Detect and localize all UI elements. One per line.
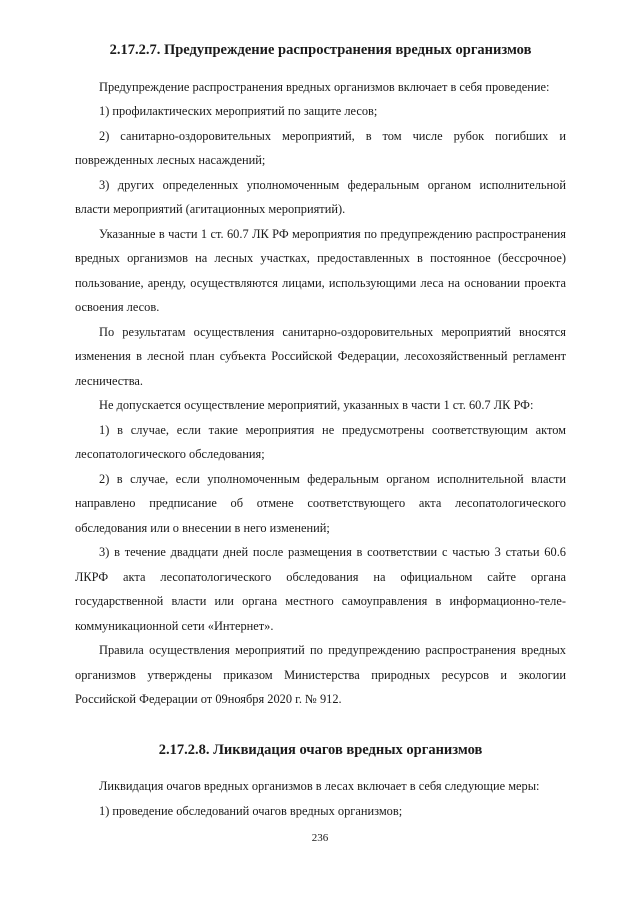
paragraph: 1) проведение обследований очагов вредных организмов;	[99, 803, 403, 818]
section-heading-2-17-2-8: 2.17.2.8. Ликвидация очагов вредных организмов	[158, 741, 483, 758]
page-number: 236	[311, 832, 329, 844]
paragraph: По результатам осуществления санитарно-оздоровительных мероприятий вносятся изменения в лесной план субъекта Российской Федерации, лесохозяйственный регламент лесничества.	[75, 324, 566, 388]
paragraph: Правила осуществления мероприятий по предупреждению распространения вредных организмов утверждены приказом Министерства природных ресурсов и экологии Российской Федерации от 09ноября 2020 г. № 912.	[75, 643, 566, 706]
section-heading-2-17-2-7: 2.17.2.7. Предупреждение распространения вредных организмов	[109, 42, 532, 58]
paragraph: Не допускается осуществление мероприятий, указанных в части 1 ст. 60.7 ЛК РФ:	[99, 398, 534, 412]
paragraph: Указанные в части 1 ст. 60.7 ЛК РФ мероприятия по предупреждению распространения вредных организмов на лесных участках, предоставленных в постоянное (бессрочное) пользование, аренду, осуществляются лицами, использующими леса на основании проекта освоения лесов.	[75, 226, 566, 314]
paragraph: 2) в случае, если уполномоченным федеральным органом исполнительной власти направлено предписание об отмене соответствующего акта лесопатологического обследования или о внесении в него изменений;	[75, 471, 566, 535]
page-content	[75, 38, 566, 823]
paragraph: Ликвидация очагов вредных организмов в лесах включает в себя следующие меры:	[99, 779, 540, 793]
paragraph: 2) санитарно-оздоровительных мероприятий, в том числе рубок погибших и поврежденных лесных насаждений;	[75, 128, 566, 167]
paragraph: 3) в течение двадцати дней после размещения в соответствии с частью 3 статьи 60.6 ЛКРФ акта лесопатологического обследования на официальном сайте органа государственной власти или органа местного самоуправления в информационно-теле-коммуникационной сети «Интернет».	[75, 545, 566, 633]
paragraph: 1) в случае, если такие мероприятия не предусмотрены соответствующим актом лесопатологического обследования;	[75, 422, 566, 461]
paragraph: Предупреждение распространения вредных организмов включает в себя проведение:	[99, 79, 550, 94]
paragraph: 1) профилактических мероприятий по защите лесов;	[99, 104, 378, 118]
paragraph: 3) других определенных уполномоченным федеральным органом исполнительной власти мероприятий (агитационных мероприятий).	[75, 177, 566, 216]
